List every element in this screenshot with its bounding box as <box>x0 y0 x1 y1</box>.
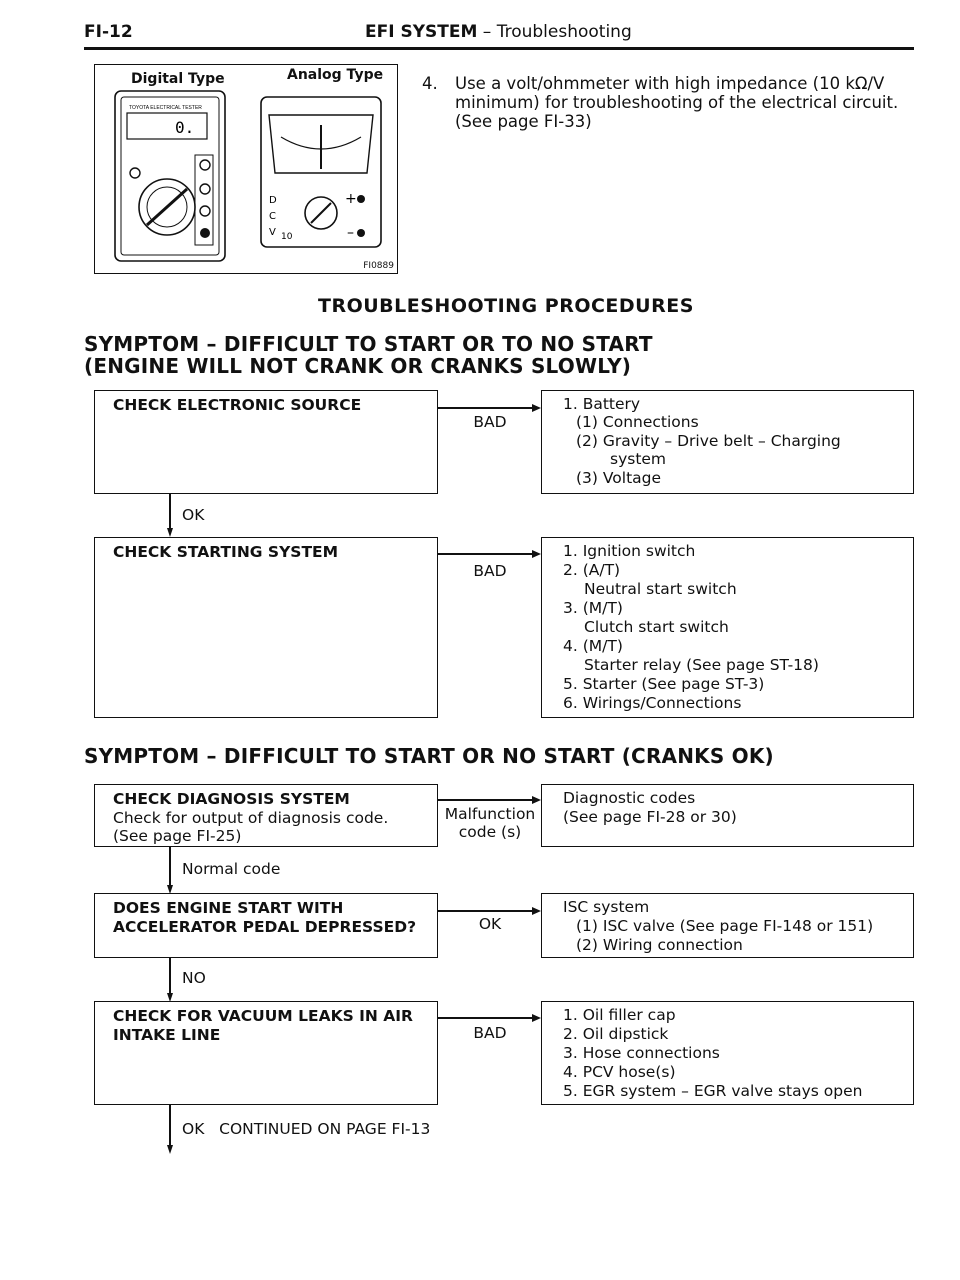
result-line: 5. EGR system – EGR valve stays open <box>563 1082 863 1100</box>
flow-label: OK <box>182 506 205 524</box>
result-line: 3. (M/T) <box>563 599 623 617</box>
section-title: TROUBLESHOOTING PROCEDURES <box>318 295 694 317</box>
branch-label: BAD <box>473 1024 507 1042</box>
check-title: DOES ENGINE START WITH <box>113 899 344 917</box>
result-line: (See page FI-28 or 30) <box>563 808 737 826</box>
diagnostic-codes-result-box <box>541 784 914 847</box>
starting-system-result-box <box>541 537 914 718</box>
branch-label: BAD <box>473 413 507 431</box>
digital-type-label: Digital Type <box>131 71 225 87</box>
branch-label-line: code (s) <box>458 823 522 841</box>
check-electronic-source-box <box>94 390 438 494</box>
result-line: 4. (M/T) <box>563 637 623 655</box>
check-title: INTAKE LINE <box>113 1025 221 1044</box>
result-line: (2) Wiring connection <box>576 936 743 954</box>
page-code: FI-12 <box>84 22 133 42</box>
digital-readout: 0. <box>175 118 195 137</box>
symptom1-line1: SYMPTOM – DIFFICULT TO START OR TO NO START <box>84 332 653 356</box>
check-detail: Check for output of diagnosis code. <box>113 808 389 827</box>
result-line: 2. Oil dipstick <box>563 1025 669 1043</box>
result-line: (3) Voltage <box>576 469 662 487</box>
flow-label: NO <box>182 969 206 987</box>
branch-label: OK <box>478 915 502 933</box>
symptom2-heading: SYMPTOM – DIFFICULT TO START OR NO START (CRANKS OK) <box>84 744 774 768</box>
result-line: 4. PCV hose(s) <box>563 1063 676 1081</box>
continued-label: OK CONTINUED ON PAGE FI-13 <box>182 1120 431 1138</box>
branch-label <box>440 805 540 841</box>
analog-type-label: Analog Type <box>287 67 384 83</box>
page-title-sub: – Troubleshooting <box>477 22 632 42</box>
result-line: Diagnostic codes <box>563 789 696 807</box>
branch-line <box>438 910 532 912</box>
flow-line <box>169 1105 171 1147</box>
svg-text:+: + <box>345 191 357 207</box>
arrow-right-icon <box>532 907 541 915</box>
branch-line <box>438 407 532 409</box>
arrow-right-icon <box>532 404 541 412</box>
arrow-right-icon <box>532 550 541 558</box>
branch-label: BAD <box>473 562 507 580</box>
header-rule <box>84 47 914 50</box>
check-diagnosis-system-box <box>94 784 438 847</box>
result-line: (1) ISC valve (See page FI-148 or 151) <box>576 917 874 935</box>
meter-figure <box>94 64 398 274</box>
page-title <box>365 22 632 42</box>
flow-line <box>169 847 171 887</box>
check-title: CHECK STARTING SYSTEM <box>113 543 339 561</box>
check-title: CHECK FOR VACUUM LEAKS IN AIR <box>113 1007 413 1025</box>
note-text: Use a volt/ohmmeter with high impedance (10 kΩ/V minimum) for troubleshooting of the electrical circuit. (See page FI-33) <box>455 74 899 131</box>
result-line: Clutch start switch <box>584 618 729 636</box>
check-title: CHECK ELECTRONIC SOURCE <box>113 396 362 414</box>
note-paragraph <box>422 74 902 131</box>
arrow-right-icon <box>532 796 541 804</box>
digital-brand-text: TOYOTA ELECTRICAL TESTER <box>129 105 202 111</box>
note-number: 4. <box>422 74 438 93</box>
branch-line <box>438 799 532 801</box>
check-starting-system-box <box>94 537 438 718</box>
result-line: system <box>610 450 667 468</box>
arrow-down-icon <box>167 528 173 537</box>
vacuum-leak-check-box <box>94 1001 438 1105</box>
analog-meter-drawing <box>261 97 381 247</box>
vacuum-leak-result-box <box>541 1001 914 1105</box>
result-line: (1) Connections <box>576 413 699 431</box>
check-title: CHECK DIAGNOSIS SYSTEM <box>113 790 350 808</box>
flow-line <box>169 958 171 995</box>
result-line: 1. Oil filler cap <box>563 1006 676 1024</box>
meter-illustration <box>95 65 397 273</box>
isc-system-result-box <box>541 893 914 958</box>
check-detail: (See page FI-25) <box>113 827 242 845</box>
analog-range: 10 <box>281 232 293 242</box>
flow-label: Normal code <box>182 860 281 878</box>
result-line: 5. Starter (See page ST-3) <box>563 675 765 693</box>
result-line: Neutral start switch <box>584 580 737 598</box>
arrow-right-icon <box>532 1014 541 1022</box>
analog-scale-v: V <box>269 227 276 238</box>
symptom1-line2: (ENGINE WILL NOT CRANK OR CRANKS SLOWLY) <box>84 354 632 378</box>
battery-result-box <box>541 390 914 494</box>
result-line: 2. (A/T) <box>563 561 621 579</box>
branch-line <box>438 553 532 555</box>
engine-start-check-box <box>94 893 438 958</box>
result-line: 1. Ignition switch <box>563 542 696 560</box>
result-line: (2) Gravity – Drive belt – Charging <box>576 432 841 450</box>
arrow-down-icon <box>167 1145 173 1154</box>
analog-scale-d: D <box>269 195 277 206</box>
svg-text:–: – <box>347 225 354 241</box>
result-line: 6. Wirings/Connections <box>563 694 742 712</box>
digital-meter-drawing <box>115 91 225 261</box>
symptom1-heading <box>84 333 653 377</box>
result-line: 3. Hose connections <box>563 1044 720 1062</box>
analog-scale-c: C <box>269 211 276 222</box>
check-title: ACCELERATOR PEDAL DEPRESSED? <box>113 917 417 936</box>
figure-id: FI0889 <box>363 261 394 271</box>
page-title-section: EFI SYSTEM <box>365 22 478 42</box>
flow-line <box>169 494 171 530</box>
result-line: Starter relay (See page ST-18) <box>584 656 819 674</box>
result-line: ISC system <box>563 898 650 916</box>
branch-label-line: Malfunction <box>444 805 536 823</box>
branch-line <box>438 1017 532 1019</box>
result-line: 1. Battery <box>563 395 641 413</box>
